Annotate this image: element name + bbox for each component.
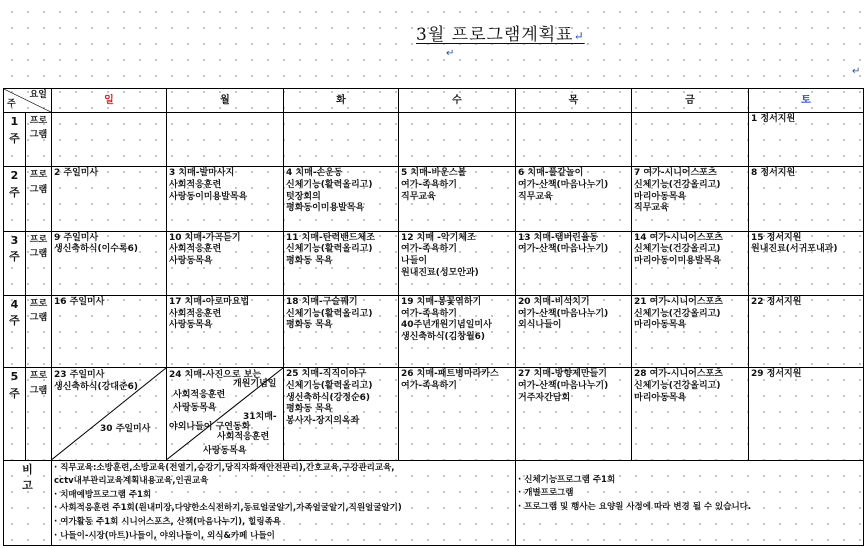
day-cell — [399, 167, 516, 231]
week-num: 4 — [10, 297, 19, 311]
week-label-b: 그램 — [29, 130, 48, 141]
day-line: 생신축하식(이수록6) — [54, 244, 139, 255]
day-header-mon: 월 — [167, 89, 284, 113]
day-line: 원내진료(서귀포내과) — [751, 244, 838, 255]
week-num: 5 — [10, 370, 19, 384]
week-row-5 — [4, 368, 864, 460]
remarks-right — [516, 460, 864, 545]
day-header-sat: 토 — [749, 89, 864, 113]
day-line: 평화동 목욕 — [286, 320, 333, 331]
week-label-a: 프로 — [29, 298, 48, 309]
day-line: 15 정서지원 — [751, 232, 802, 243]
day-cell — [632, 295, 749, 367]
program-calendar — [3, 88, 864, 546]
day-line: 28 여가-시니어스포츠 — [634, 369, 723, 380]
day-header-fri: 금 — [632, 89, 749, 113]
day-line: 21 여가-시니어스포츠 — [634, 296, 723, 307]
day-cell — [516, 368, 632, 460]
day-cell — [167, 295, 284, 367]
day-cell — [284, 231, 399, 295]
day-line: 12 치매 -악기체조 — [401, 232, 476, 243]
day-line: 개원기념일 — [233, 379, 277, 390]
week-unit: 주 — [9, 131, 20, 145]
day-line: 사회적응훈련 — [217, 432, 270, 443]
day-line: 10 치매-가곡듣기 — [169, 232, 241, 243]
week-number — [4, 113, 26, 167]
week-unit: 주 — [9, 185, 20, 199]
week-label-a: 프로 — [29, 234, 48, 245]
remark-line: · 직무교육:소방훈련,소방교육(전열기,승강기,당직자화재안전관리),간호교육,구강관리교육, — [54, 462, 395, 473]
day-line: 27 치매-방향제만들기 — [518, 369, 607, 380]
day-line: 여가-족욕하기 — [401, 244, 457, 255]
day-cell — [284, 167, 399, 231]
week-label-b: 그램 — [29, 385, 48, 396]
day-line: 여가-족욕하기 — [401, 180, 457, 191]
remark-line: · 나들이-시장(마트)나들이, 야외나들이, 외식&카페 나들이 — [54, 530, 275, 541]
day-line: 여가-산책(마음나누기) — [518, 308, 609, 319]
week-label-b: 그램 — [29, 184, 48, 195]
week-label-a: 프로 — [29, 116, 48, 127]
week-label-a: 프로 — [29, 371, 48, 382]
day-line: 신체기능(활력올리고) — [286, 380, 373, 391]
day-line: 봉사자-장지의옥좌 — [286, 415, 360, 426]
day-cell — [52, 295, 167, 367]
header-row — [4, 89, 864, 113]
day-header-wed: 수 — [399, 89, 516, 113]
day-line: 생신축하식(김창월6) — [401, 331, 486, 342]
remark-line: · 여가활동 주1회 시니어스포츠, 산책(마음나누기), 힐링족욕 — [54, 516, 282, 527]
remark-line: cctv내부관리교육계획내용교육,인권교육 — [54, 476, 209, 487]
remark-line: · 치매예방프로그램 주1회 — [54, 489, 152, 500]
week-row-4 — [4, 295, 864, 367]
day-line: 여가-산책(마음나누기) — [518, 180, 609, 191]
day-line: 사회적응훈련 — [173, 390, 226, 401]
day-line: 11 치매-탄력밴드체조 — [286, 232, 375, 243]
week-unit: 주 — [9, 314, 20, 328]
day-line: 13 치매-탬버린율동 — [518, 232, 599, 243]
day-cell — [399, 231, 516, 295]
day-line: 사회적응훈련 — [169, 180, 222, 191]
day-cell-split-mon — [167, 368, 284, 460]
day-line: 3 치매-발마사지 — [169, 168, 235, 179]
day-line: 29 정서지원 — [751, 369, 802, 380]
day-line: 신체기능(건강올리고) — [634, 180, 721, 191]
day-line: 직무교육 — [518, 191, 553, 202]
day-cell — [284, 113, 399, 167]
day-line: 직무교육 — [401, 191, 436, 202]
week-number — [4, 368, 26, 460]
day-line: 마리아동목욕 — [634, 392, 687, 403]
remarks-label-b: 고 — [22, 479, 33, 493]
day-line: 22 정서지원 — [751, 296, 802, 307]
day-cell — [52, 167, 167, 231]
day-header-sun: 일 — [52, 89, 167, 113]
day-line: 평화동이미용발목욕 — [286, 203, 365, 214]
day-line: 17 치매-아로마요법 — [169, 296, 250, 307]
day-line: 40주년개원기념일미사 — [401, 320, 492, 331]
day-cell — [516, 231, 632, 295]
day-line: 26 치매-패트병마라카스 — [401, 369, 499, 380]
day-cell — [167, 113, 284, 167]
day-line: 원내진료(성모안과) — [401, 267, 479, 278]
day-cell — [516, 295, 632, 367]
day-line: 사회적응훈련 — [169, 244, 222, 255]
day-line: 사랑동목욕 — [169, 255, 213, 266]
day-line: 사랑동목욕 — [173, 403, 217, 414]
day-line: 20 치매-비석치기 — [518, 296, 590, 307]
day-line: 여가-족욕하기 — [401, 308, 457, 319]
day-cell — [284, 368, 399, 460]
week-label-b: 그램 — [29, 313, 48, 324]
day-line: 여가-산책(마음나누기) — [518, 244, 609, 255]
day-line: 직무교육 — [634, 203, 669, 214]
day-cell — [749, 167, 864, 231]
week-label — [26, 167, 52, 231]
day-cell — [749, 113, 864, 167]
day-header-thu: 목 — [516, 89, 632, 113]
day-line: 16 주일미사 — [54, 296, 105, 307]
day-line: 19 치매-봉꽃엮하기 — [401, 296, 482, 307]
week-label — [26, 295, 52, 367]
week-unit: 주 — [9, 386, 20, 400]
remark-line: · 사회적응훈련 주1회(원내미장,다양한소식전하기,동료얼굴알기,가족얼굴알기,직원얼굴알기) — [54, 503, 402, 514]
day-cell — [632, 167, 749, 231]
day-line: 사회적응훈련 — [169, 308, 222, 319]
week-number — [4, 295, 26, 367]
day-line: 사랑동목욕 — [169, 320, 213, 331]
day-cell — [749, 231, 864, 295]
day-cell — [284, 295, 399, 367]
day-line: 신체기능(건강올리고) — [634, 244, 721, 255]
day-line: 사랑동목욕 — [203, 446, 247, 457]
day-line: 사랑동이미용발목욕 — [169, 191, 248, 202]
paragraph-mark-icon: ↵ — [446, 48, 455, 59]
day-line: 24 치매-사진으로 보는 — [169, 370, 262, 381]
week-num: 2 — [10, 169, 19, 183]
day-line: 7 여가-시니어스포츠 — [634, 168, 717, 179]
day-line: 신체기능(활력올리고) — [286, 180, 373, 191]
week-label — [26, 113, 52, 167]
day-line: 14 여가-시니어스포츠 — [634, 232, 723, 243]
week-row-2 — [4, 167, 864, 231]
day-line: 여가-족욕하기 — [401, 380, 457, 391]
remarks-row — [4, 460, 864, 545]
day-line: 1 정서지원 — [751, 114, 796, 125]
day-line: 마리아동이미용발목욕 — [634, 255, 721, 266]
day-line: 4 치매-손운동 — [286, 168, 343, 179]
day-cell — [399, 113, 516, 167]
day-line: 8 정서지원 — [751, 168, 796, 179]
day-cell — [516, 167, 632, 231]
day-line: 나들이 — [401, 255, 428, 266]
day-line: 평화동 목욕 — [286, 404, 333, 415]
remarks-label-a: 비 — [22, 462, 33, 476]
week-label — [26, 231, 52, 295]
day-cell — [632, 231, 749, 295]
paragraph-mark-icon: ↵ — [573, 29, 585, 43]
week-num: 1 — [10, 115, 19, 129]
day-line: 신체기능(활력올리고) — [286, 244, 373, 255]
week-row-3 — [4, 231, 864, 295]
day-cell — [167, 231, 284, 295]
day-cell — [399, 295, 516, 367]
day-cell — [52, 231, 167, 295]
day-cell — [167, 167, 284, 231]
week-label — [26, 368, 52, 460]
week-row-1 — [4, 113, 864, 167]
day-cell — [749, 295, 864, 367]
header-corner — [4, 89, 52, 113]
remarks-left — [52, 460, 516, 545]
day-line: 신체기능(건강올리고) — [634, 308, 721, 319]
day-line: 9 주일미사 — [54, 232, 99, 243]
day-line: 5 치매-바운스볼 — [401, 168, 467, 179]
page-title — [416, 20, 585, 45]
day-line: 마리아동목욕 — [634, 191, 687, 202]
day-cell — [632, 113, 749, 167]
week-label-a: 프로 — [29, 170, 48, 181]
day-line: 평화동 목욕 — [286, 255, 333, 266]
day-cell — [749, 368, 864, 460]
day-line: 31치매- — [243, 412, 277, 423]
week-unit: 주 — [9, 250, 20, 264]
week-number — [4, 167, 26, 231]
title-text: 3월 프로그램계획표 — [416, 25, 574, 45]
day-line: 23 주일미사 — [54, 370, 105, 381]
remarks-label — [4, 460, 52, 545]
paragraph-mark-icon: ↵ — [852, 66, 861, 77]
split-bottom: 30 주일미사 — [100, 424, 151, 435]
week-num: 3 — [10, 233, 19, 247]
day-line: 마리아동목욕 — [634, 320, 687, 331]
week-label-b: 그램 — [29, 249, 48, 259]
day-line: 6 치매-풀같놀이 — [518, 168, 584, 179]
day-line: 여가-산책(마음나누기) — [518, 380, 609, 391]
day-cell — [399, 368, 516, 460]
day-header-tue: 화 — [284, 89, 399, 113]
day-line: 야외나들이 구연동화 — [169, 422, 251, 433]
split-top — [54, 370, 138, 393]
day-line: 거주자간담회 — [518, 392, 571, 403]
corner-week-label: 주 — [7, 99, 16, 110]
day-line: 생신축하식(강대준6) — [54, 381, 139, 392]
day-line: 신체기능(활력올리고) — [286, 308, 373, 319]
remark-line: · 프로그램 및 행사는 요양원 사정에 따라 변경 될 수 있습니다. — [518, 501, 752, 512]
day-cell — [632, 368, 749, 460]
day-line: 생신축하식(강정순6) — [286, 392, 371, 403]
day-line: 외식나들이 — [518, 320, 562, 331]
remark-line: · 신체기능프로그램 주1회 — [518, 474, 616, 485]
day-line: 25 치매-직직이야구 — [286, 369, 367, 380]
week-number — [4, 231, 26, 295]
day-line: 신체기능(건강올리고) — [634, 380, 721, 391]
day-cell-split-sun — [52, 368, 167, 460]
remark-line: · 개별프로그램 — [518, 488, 574, 499]
day-line: 2 주일미사 — [54, 168, 99, 179]
day-cell — [516, 113, 632, 167]
corner-day-label: 요일 — [29, 90, 47, 100]
day-line: 텃장회의 — [286, 191, 321, 202]
day-line: 18 치매-구슬꿰기 — [286, 296, 358, 307]
day-cell — [52, 113, 167, 167]
